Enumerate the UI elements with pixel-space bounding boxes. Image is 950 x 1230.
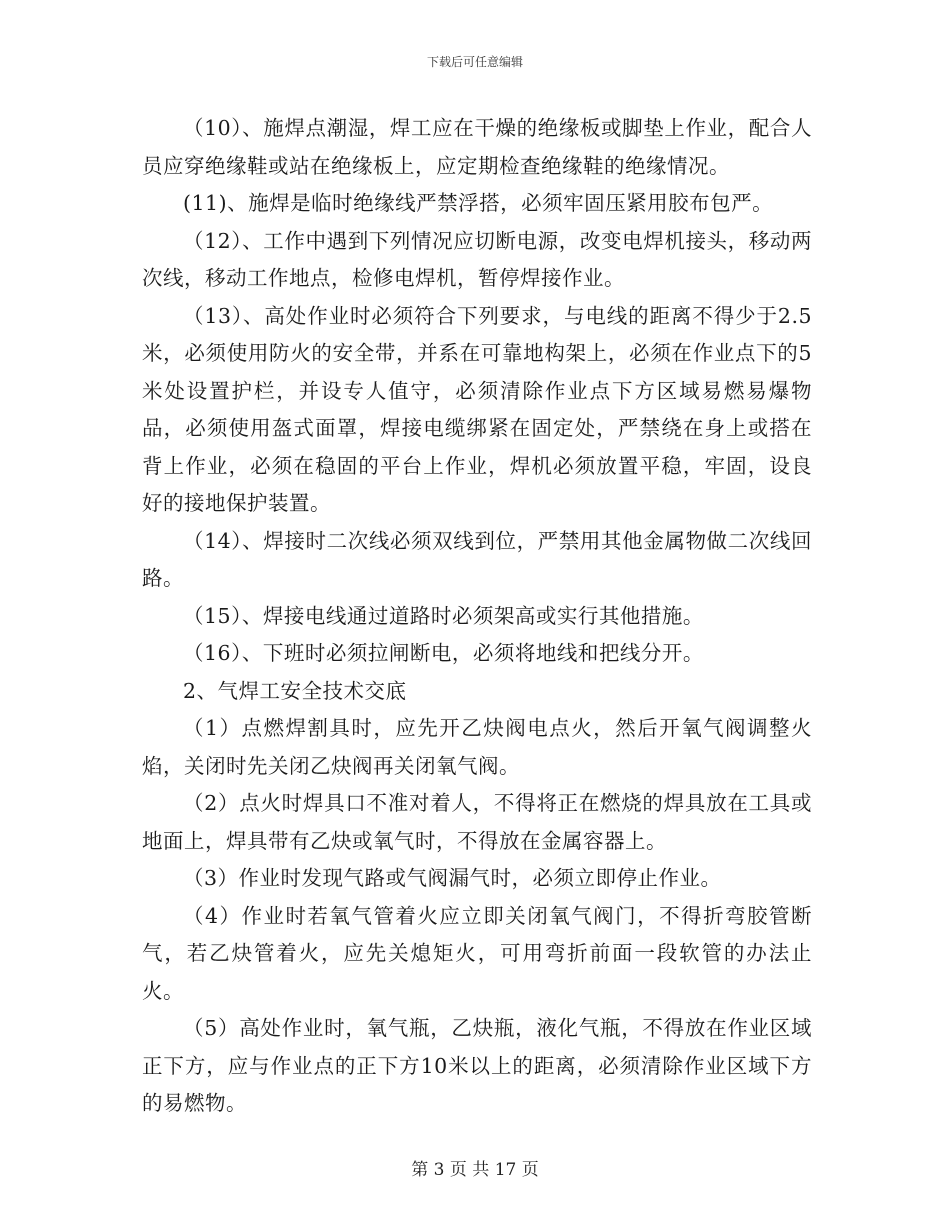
gas-paragraph-2: （2）点火时焊具口不准对着人，不得将正在燃烧的焊具放在工具或地面上，焊具带有乙炔或氧气时，不得放在金属容器上。 bbox=[142, 791, 812, 853]
paragraph-11: (11)、施焊是临时绝缘线严禁浮搭，必须牢固压紧用胶布包严。 bbox=[183, 191, 774, 215]
gas-paragraph-1: （1）点燃焊割具时，应先开乙炔阀电点火，然后开氧气阀调整火焰，关闭时先关闭乙炔阀再关闭氧气阀。 bbox=[142, 716, 812, 778]
paragraph-12: （12）、工作中遇到下列情况应切断电源，改变电焊机接头，移动两次线，移动工作地点，检修电焊机，暂停焊接作业。 bbox=[142, 228, 812, 290]
gas-paragraph-5: （5）高处作业时，氧气瓶，乙炔瓶，液化气瓶，不得放在作业区域正下方，应与作业点的正下方10米以上的距离，必须清除作业区域下方的易燃物。 bbox=[142, 1016, 812, 1115]
page-header: 下载后可任意编辑 bbox=[426, 55, 523, 69]
gas-paragraph-4: （4）作业时若氧气管着火应立即关闭氧气阀门，不得折弯胶管断气，若乙炔管着火，应先关熄矩火，可用弯折前面一段软管的办法止火。 bbox=[142, 903, 812, 1003]
gas-paragraph-3: （3）作业时发现气路或气阀漏气时，必须立即停止作业。 bbox=[183, 866, 722, 890]
document-body bbox=[142, 110, 812, 1123]
section-heading: 2、气焊工安全技术交底 bbox=[183, 678, 407, 703]
paragraph-14: （14）、焊接时二次线必须双线到位，严禁用其他金属物做二次线回路。 bbox=[142, 528, 812, 590]
paragraph-15: （15）、焊接电线通过道路时必须架高或实行其他措施。 bbox=[183, 603, 704, 628]
page-footer: 第 3 页 共 17 页 bbox=[411, 1160, 539, 1180]
paragraph-10: （10）、施焊点潮湿，焊工应在干燥的绝缘板或脚垫上作业，配合人员应穿绝缘鞋或站在绝缘板上，应定期检查绝缘鞋的绝缘情况。 bbox=[142, 116, 812, 178]
paragraph-16: （16）、下班时必须拉闸断电，必须将地线和把线分开。 bbox=[183, 641, 704, 665]
paragraph-13: （13）、高处作业时必须符合下列要求，与电线的距离不得少于2.5米，必须使用防火的安全带，并系在可靠地构架上，必须在作业点下的5米处设置护栏，并设专人值守，必须清除作业点下方区域易燃易爆物品，必须使用盔式面罩，焊接电缆绑紧在固定处，严禁绕在身上或搭在背上作业，必须在稳固的平台上作业，焊机必须放置平稳，牢固，设良好的接地保护装置。 bbox=[142, 303, 812, 515]
